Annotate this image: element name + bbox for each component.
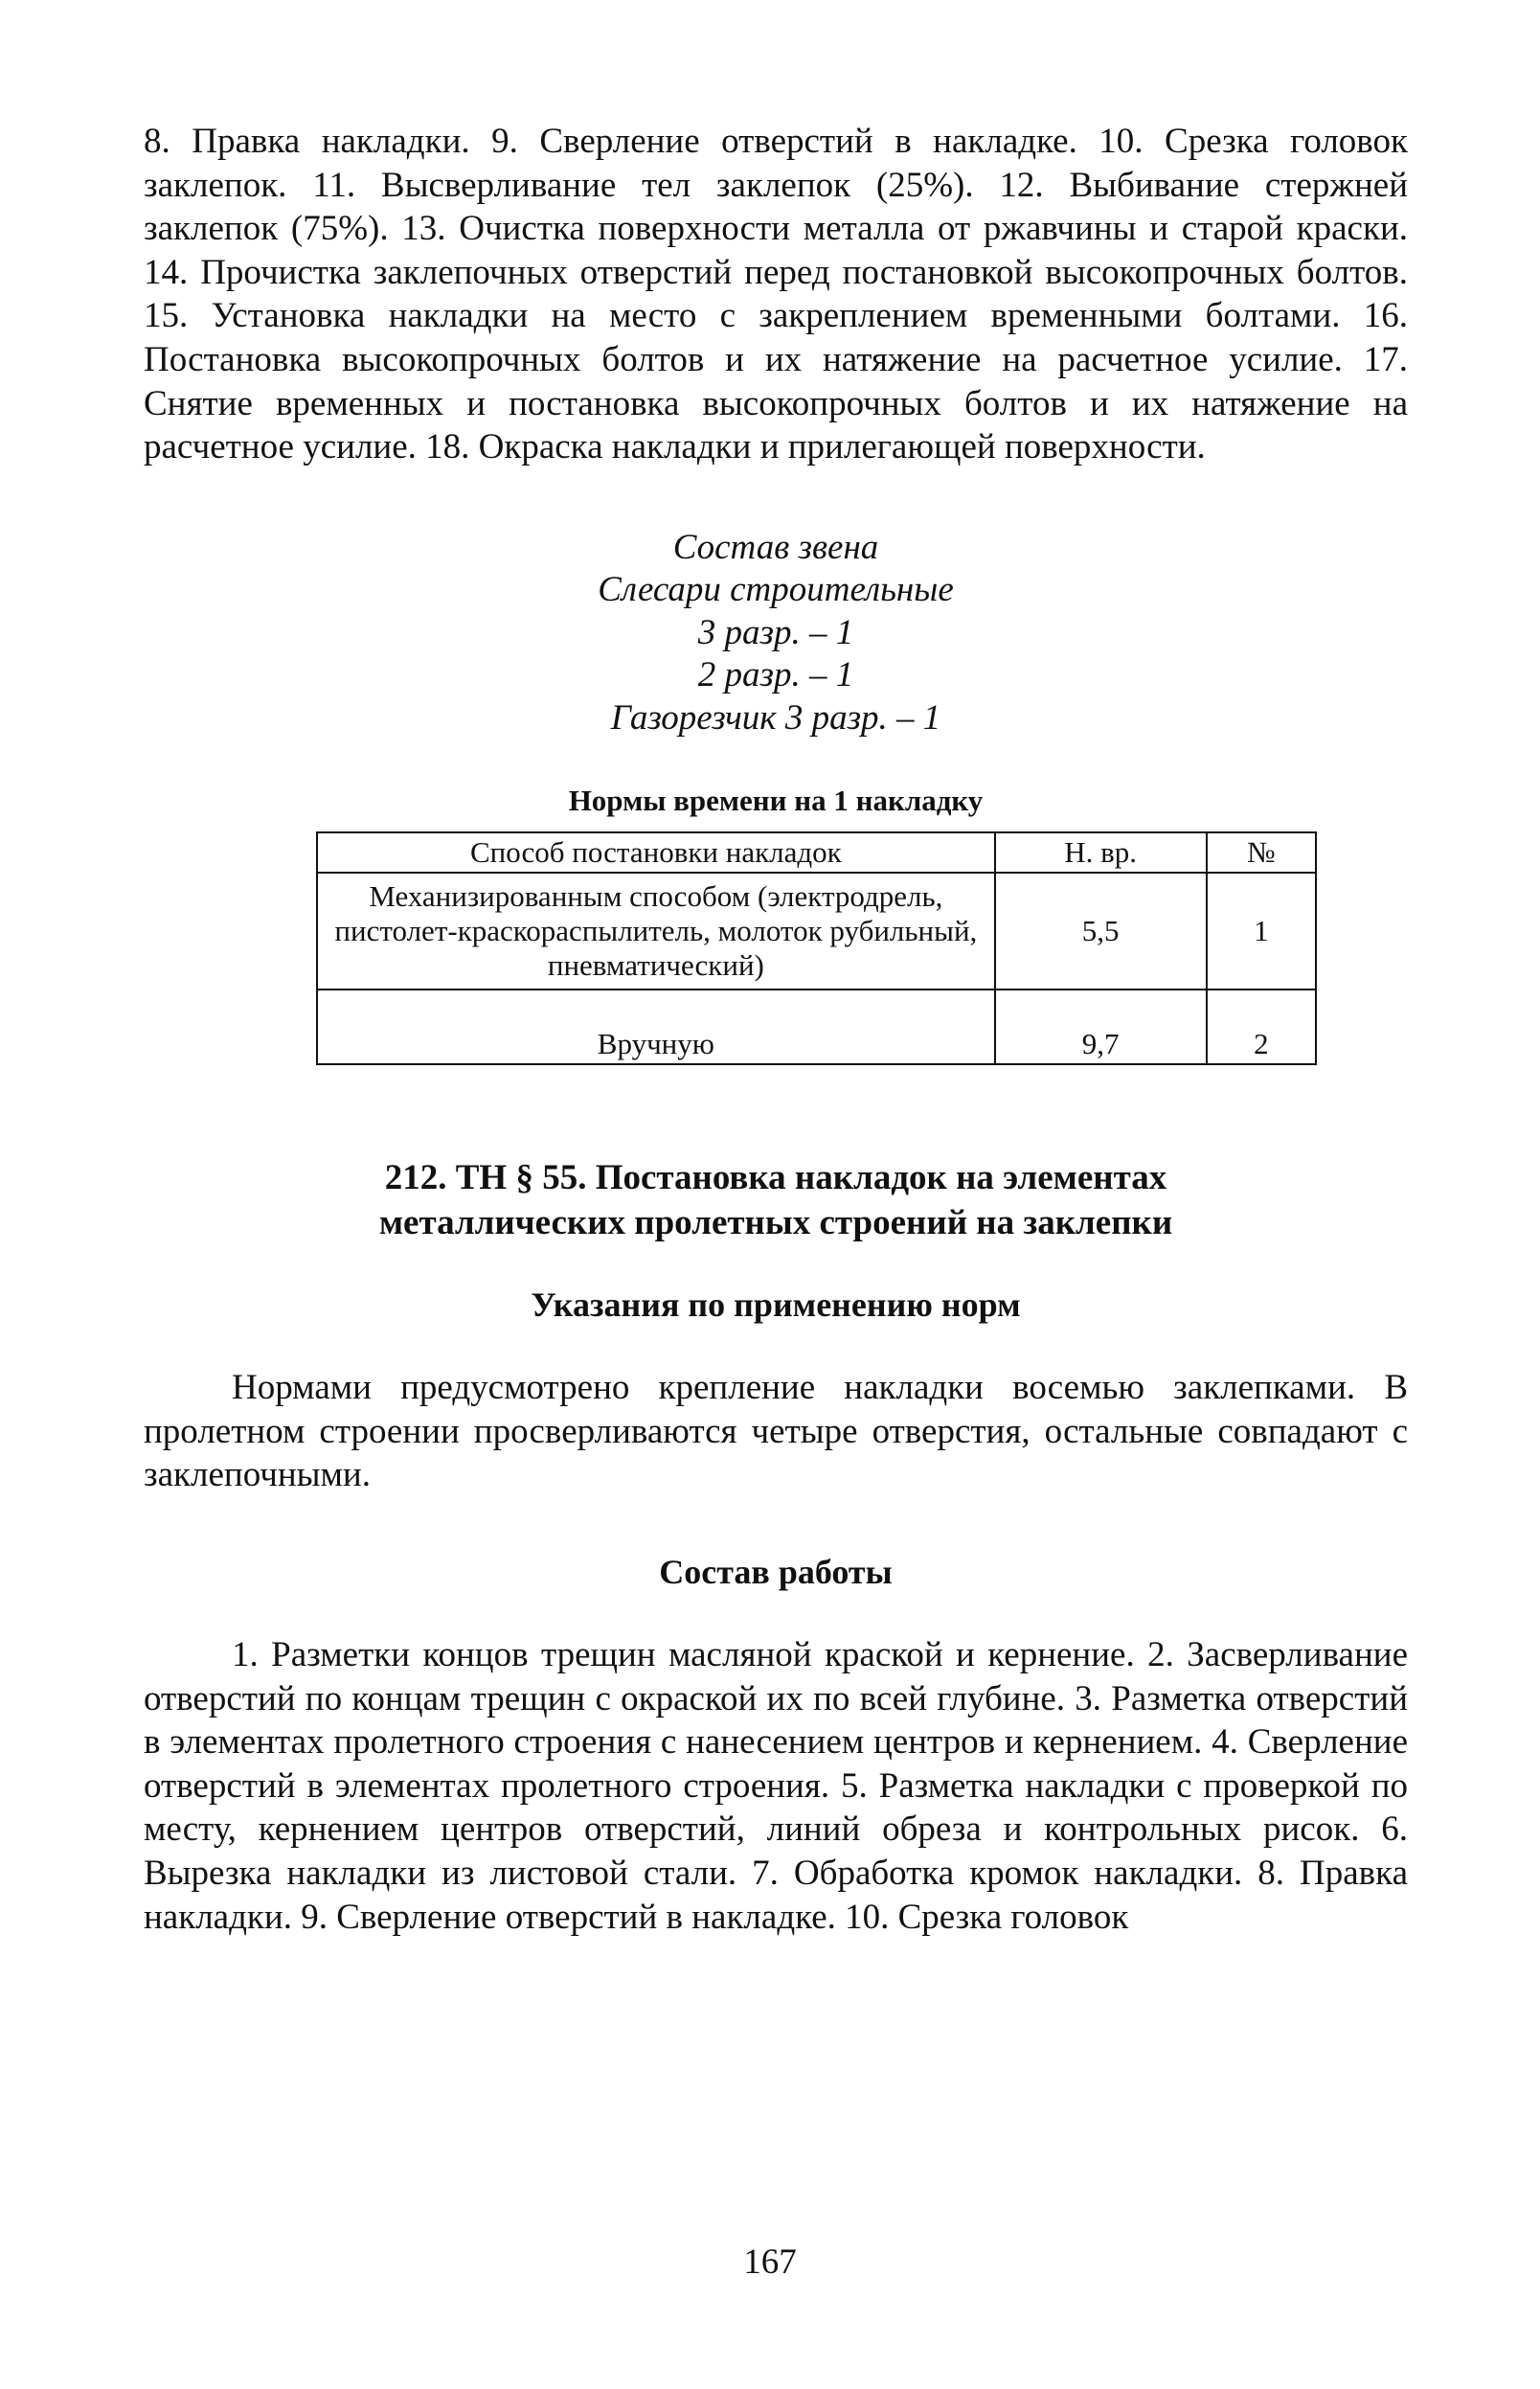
page-number: 167 <box>743 2242 797 2282</box>
intro-paragraph: 8. Правка накладки. 9. Сверление отверстий в накладке. 10. Срезка головок заклепок. 11. Высверливание тел заклепок (25%). 12. Выбивание стержней заклепок (75%). 13. Очистка поверхности металла от ржавчины и старой краски. 14. Прочистка заклепочных отверстий перед постановкой высокопрочных болтов. 15. Установка накладки на место с закреплением временными болтами. 16. Постановка высокопрочных болтов и их натяжение на расчетное усилие. 17. Снятие временных и постановка высокопрочных болтов и их натяжение на расчетное усилие. 18. Окраска накладки и прилегающей поверхности. <box>144 122 1408 467</box>
crew-line: Слесари строительные <box>598 570 954 610</box>
work-heading: Состав работы <box>659 1553 893 1592</box>
cell-method: Вручную <box>317 990 995 1064</box>
cell-norm: 9,7 <box>995 990 1207 1064</box>
crew-line: 2 разр. – 1 <box>697 655 854 695</box>
table-row <box>317 990 1316 1064</box>
table-row <box>317 873 1316 990</box>
cell-norm: 5,5 <box>995 873 1207 990</box>
header-norm: Н. вр. <box>995 832 1207 873</box>
norms-table-title: Нормы времени на 1 накладку <box>568 784 984 818</box>
table-header-row <box>317 832 1316 873</box>
section-heading-line: металлических пролетных строений на заклепки <box>378 1203 1173 1243</box>
page-content <box>144 120 1408 1939</box>
cell-number: 1 <box>1207 873 1316 990</box>
crew-line: Газорезчик 3 разр. – 1 <box>610 697 941 738</box>
section-heading <box>144 1155 1408 1245</box>
header-number: № <box>1207 832 1316 873</box>
crew-line: 3 разр. – 1 <box>697 612 854 652</box>
cell-number: 2 <box>1207 990 1316 1064</box>
crew-title: Состав звена <box>672 527 879 567</box>
guidance-paragraph: Нормами предусмотрено крепление накладки восемью заклепками. В пролетном строении просверливаются четыре отверстия, остальные совпадают с заклепочными. <box>144 1368 1408 1495</box>
work-paragraph: 1. Разметки концов трещин масляной краской и кернение. 2. Засверливание отверстий по концам трещин с окраской их по всей глубине. 3. Разметка отверстий в элементах пролетного строения с нанесением центров и кернением. 4. Сверление отверстий в элементах пролетного строения. 5. Разметка накладки с проверкой по месту, кернением центров отверстий, линий обреза и контрольных рисок. 6. Вырезка накладки из листовой стали. 7. Обработка кромок накладки. 8. Правка накладки. 9. Сверление отверстий в накладке. 10. Срезка головок <box>144 1635 1408 1937</box>
section-heading-line: 212. ТН § 55. Постановка накладок на элементах <box>384 1158 1167 1198</box>
header-method: Способ постановки накладок <box>317 832 995 873</box>
cell-method: Механизированным способом (электродрель, пистолет-краскораспылитель, молоток рубильный, пневматический) <box>317 873 995 990</box>
guidance-heading: Указания по применению норм <box>531 1286 1021 1325</box>
crew-composition <box>144 527 1408 740</box>
norms-table <box>316 831 1317 1065</box>
